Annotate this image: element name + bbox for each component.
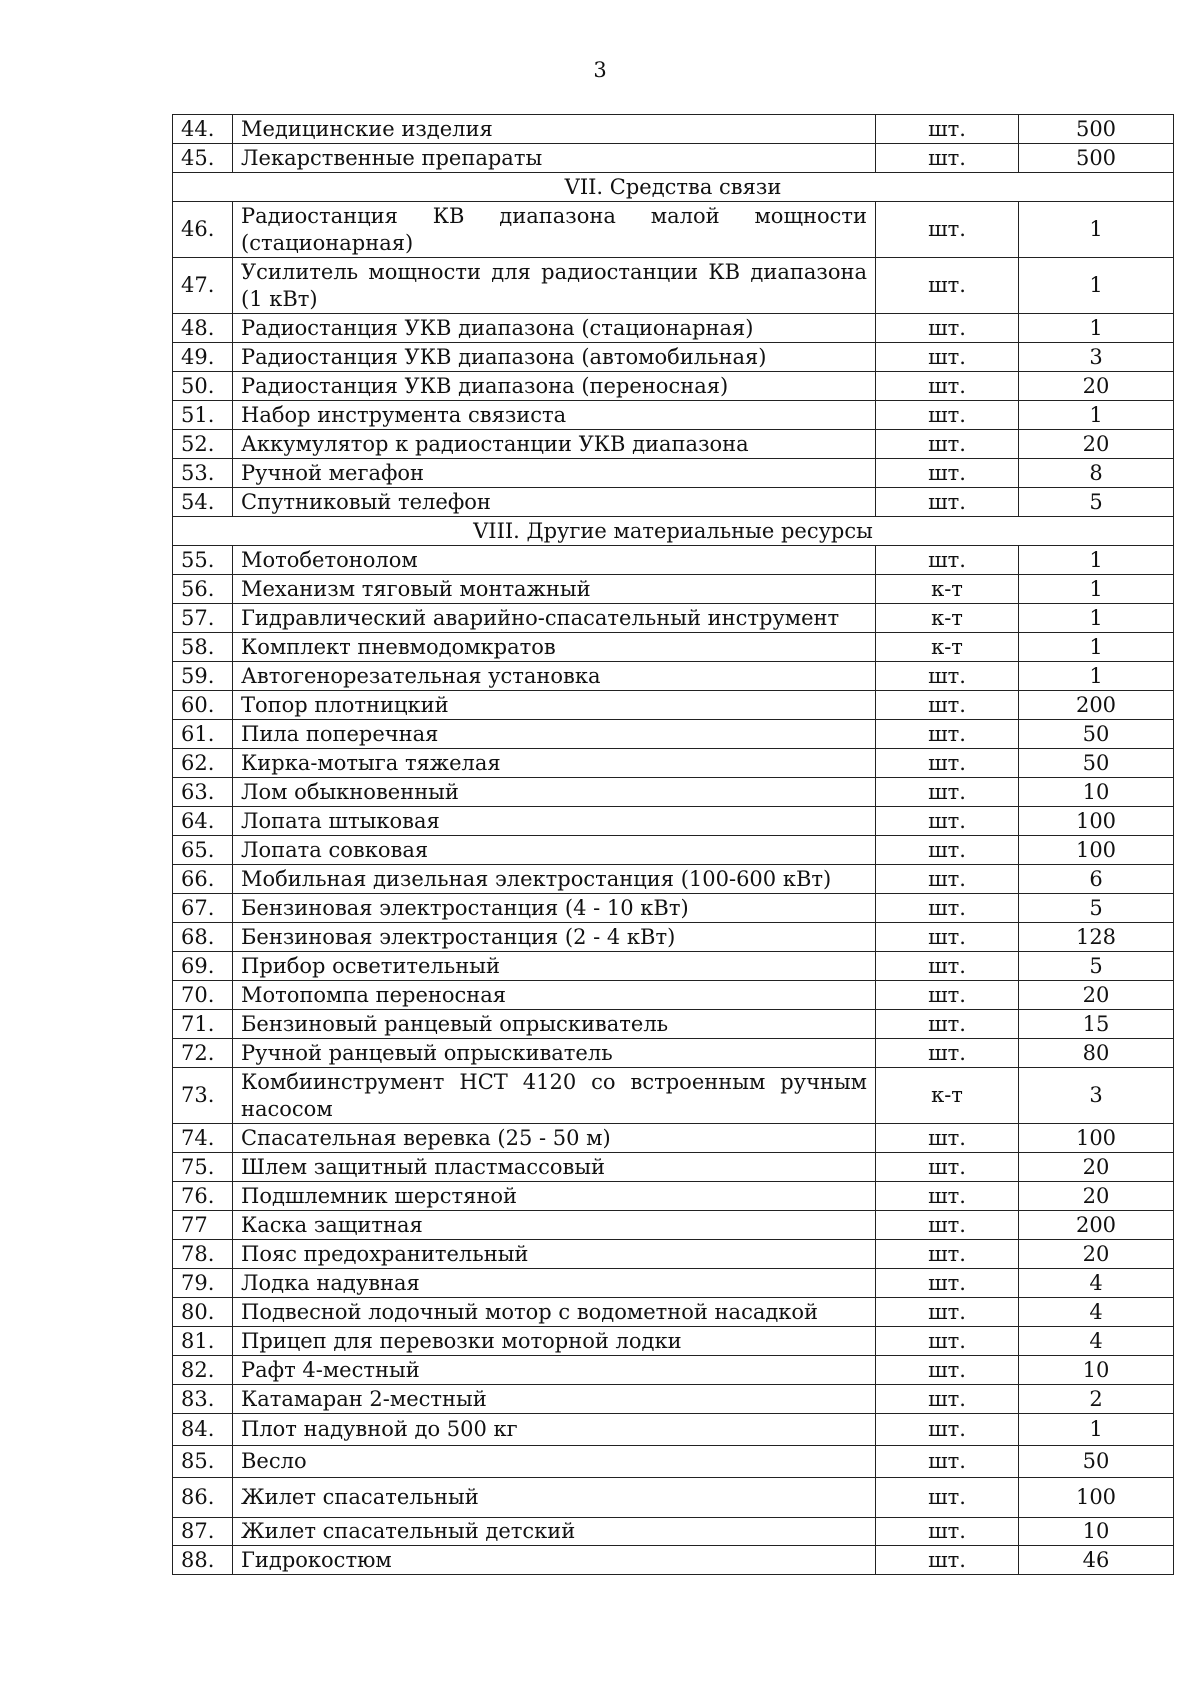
table-row <box>173 1240 1174 1269</box>
unit-cell: к-т <box>876 1068 1019 1124</box>
table-row <box>173 1039 1174 1068</box>
table-row <box>173 1010 1174 1039</box>
quantity-cell: 200 <box>1019 1211 1174 1240</box>
unit-cell: шт. <box>876 1446 1019 1478</box>
table-row <box>173 144 1174 173</box>
quantity-cell: 128 <box>1019 923 1174 952</box>
quantity-cell: 3 <box>1019 1068 1174 1124</box>
item-name-cell: Гидрокостюм <box>233 1546 876 1575</box>
row-number-cell: 52. <box>173 430 233 459</box>
quantity-cell: 4 <box>1019 1269 1174 1298</box>
quantity-cell: 200 <box>1019 691 1174 720</box>
quantity-cell: 500 <box>1019 144 1174 173</box>
item-name-cell: Механизм тяговый монтажный <box>233 575 876 604</box>
table-row <box>173 1153 1174 1182</box>
row-number-cell: 53. <box>173 459 233 488</box>
table-row <box>173 343 1174 372</box>
item-name-cell: Аккумулятор к радиостанции УКВ диапазона <box>233 430 876 459</box>
table-row <box>173 258 1174 314</box>
quantity-cell: 3 <box>1019 343 1174 372</box>
table-row <box>173 865 1174 894</box>
row-number-cell: 60. <box>173 691 233 720</box>
unit-cell: шт. <box>876 720 1019 749</box>
table-row <box>173 1478 1174 1518</box>
unit-cell: шт. <box>876 1039 1019 1068</box>
row-number-cell: 45. <box>173 144 233 173</box>
unit-cell: шт. <box>876 749 1019 778</box>
unit-cell: шт. <box>876 923 1019 952</box>
row-number-cell: 48. <box>173 314 233 343</box>
row-number-cell: 88. <box>173 1546 233 1575</box>
unit-cell: шт. <box>876 952 1019 981</box>
item-name-cell: Мотобетонолом <box>233 546 876 575</box>
unit-cell: к-т <box>876 575 1019 604</box>
unit-cell: шт. <box>876 1240 1019 1269</box>
item-name-cell: Ручной мегафон <box>233 459 876 488</box>
row-number-cell: 47. <box>173 258 233 314</box>
table-row <box>173 546 1174 575</box>
item-name-cell: Кирка-мотыга тяжелая <box>233 749 876 778</box>
quantity-cell: 80 <box>1019 1039 1174 1068</box>
unit-cell: шт. <box>876 1182 1019 1211</box>
unit-cell: шт. <box>876 1518 1019 1546</box>
quantity-cell: 1 <box>1019 401 1174 430</box>
table-row <box>173 1211 1174 1240</box>
row-number-cell: 66. <box>173 865 233 894</box>
table-row <box>173 1518 1174 1546</box>
row-number-cell: 62. <box>173 749 233 778</box>
row-number-cell: 68. <box>173 923 233 952</box>
table-row <box>173 894 1174 923</box>
table-row <box>173 115 1174 144</box>
item-name-cell: Гидравлический аварийно-спасательный инструмент <box>233 604 876 633</box>
table-row <box>173 633 1174 662</box>
unit-cell: шт. <box>876 1010 1019 1039</box>
inventory-table <box>172 114 1174 1575</box>
unit-cell: шт. <box>876 314 1019 343</box>
row-number-cell: 59. <box>173 662 233 691</box>
quantity-cell: 4 <box>1019 1327 1174 1356</box>
item-name-cell: Шлем защитный пластмассовый <box>233 1153 876 1182</box>
row-number-cell: 82. <box>173 1356 233 1385</box>
quantity-cell: 1 <box>1019 1414 1174 1446</box>
row-number-cell: 72. <box>173 1039 233 1068</box>
row-number-cell: 86. <box>173 1478 233 1518</box>
unit-cell: шт. <box>876 343 1019 372</box>
unit-cell: шт. <box>876 144 1019 173</box>
row-number-cell: 50. <box>173 372 233 401</box>
section-title: VII. Средства связи <box>173 173 1174 202</box>
unit-cell: шт. <box>876 1414 1019 1446</box>
quantity-cell: 500 <box>1019 115 1174 144</box>
table-row <box>173 314 1174 343</box>
item-name-cell: Плот надувной до 500 кг <box>233 1414 876 1446</box>
unit-cell: шт. <box>876 1478 1019 1518</box>
row-number-cell: 75. <box>173 1153 233 1182</box>
row-number-cell: 56. <box>173 575 233 604</box>
quantity-cell: 5 <box>1019 952 1174 981</box>
row-number-cell: 64. <box>173 807 233 836</box>
quantity-cell: 4 <box>1019 1298 1174 1327</box>
quantity-cell: 1 <box>1019 662 1174 691</box>
quantity-cell: 5 <box>1019 894 1174 923</box>
item-name-cell: Набор инструмента связиста <box>233 401 876 430</box>
item-name-cell: Радиостанция КВ диапазона малой мощности (стационарная) <box>233 202 876 258</box>
table-row <box>173 1182 1174 1211</box>
table-row <box>173 749 1174 778</box>
unit-cell: шт. <box>876 981 1019 1010</box>
row-number-cell: 77 <box>173 1211 233 1240</box>
section-header-row <box>173 173 1174 202</box>
table-row <box>173 1124 1174 1153</box>
row-number-cell: 78. <box>173 1240 233 1269</box>
unit-cell: шт. <box>876 1211 1019 1240</box>
table-row <box>173 1269 1174 1298</box>
quantity-cell: 15 <box>1019 1010 1174 1039</box>
row-number-cell: 71. <box>173 1010 233 1039</box>
unit-cell: шт. <box>876 202 1019 258</box>
unit-cell: шт. <box>876 1356 1019 1385</box>
page-number: 3 <box>593 58 607 82</box>
item-name-cell: Лопата штыковая <box>233 807 876 836</box>
quantity-cell: 5 <box>1019 488 1174 517</box>
item-name-cell: Весло <box>233 1446 876 1478</box>
section-title: VIII. Другие материальные ресурсы <box>173 517 1174 546</box>
quantity-cell: 50 <box>1019 1446 1174 1478</box>
row-number-cell: 79. <box>173 1269 233 1298</box>
quantity-cell: 6 <box>1019 865 1174 894</box>
table-row <box>173 662 1174 691</box>
unit-cell: шт. <box>876 1298 1019 1327</box>
item-name-cell: Медицинские изделия <box>233 115 876 144</box>
quantity-cell: 1 <box>1019 258 1174 314</box>
item-name-cell: Катамаран 2-местный <box>233 1385 876 1414</box>
row-number-cell: 74. <box>173 1124 233 1153</box>
quantity-cell: 100 <box>1019 1124 1174 1153</box>
unit-cell: шт. <box>876 258 1019 314</box>
quantity-cell: 8 <box>1019 459 1174 488</box>
row-number-cell: 65. <box>173 836 233 865</box>
quantity-cell: 100 <box>1019 1478 1174 1518</box>
row-number-cell: 57. <box>173 604 233 633</box>
table-row <box>173 836 1174 865</box>
item-name-cell: Комплект пневмодомкратов <box>233 633 876 662</box>
item-name-cell: Автогенорезательная установка <box>233 662 876 691</box>
row-number-cell: 46. <box>173 202 233 258</box>
table-row <box>173 1298 1174 1327</box>
item-name-cell: Комбиинструмент НСТ 4120 со встроенным ручным насосом <box>233 1068 876 1124</box>
item-name-cell: Рафт 4-местный <box>233 1356 876 1385</box>
quantity-cell: 100 <box>1019 807 1174 836</box>
row-number-cell: 51. <box>173 401 233 430</box>
table-row <box>173 691 1174 720</box>
item-name-cell: Подвесной лодочный мотор с водометной насадкой <box>233 1298 876 1327</box>
table-row <box>173 430 1174 459</box>
quantity-cell: 10 <box>1019 778 1174 807</box>
item-name-cell: Ручной ранцевый опрыскиватель <box>233 1039 876 1068</box>
unit-cell: шт. <box>876 1385 1019 1414</box>
unit-cell: шт. <box>876 894 1019 923</box>
quantity-cell: 1 <box>1019 575 1174 604</box>
item-name-cell: Жилет спасательный детский <box>233 1518 876 1546</box>
unit-cell: шт. <box>876 1153 1019 1182</box>
unit-cell: шт. <box>876 401 1019 430</box>
item-name-cell: Лом обыкновенный <box>233 778 876 807</box>
unit-cell: шт. <box>876 1124 1019 1153</box>
row-number-cell: 63. <box>173 778 233 807</box>
table-row <box>173 778 1174 807</box>
unit-cell: шт. <box>876 546 1019 575</box>
unit-cell: шт. <box>876 1327 1019 1356</box>
row-number-cell: 49. <box>173 343 233 372</box>
item-name-cell: Бензиновая электростанция (4 - 10 кВт) <box>233 894 876 923</box>
row-number-cell: 87. <box>173 1518 233 1546</box>
table-row <box>173 459 1174 488</box>
item-name-cell: Мобильная дизельная электростанция (100-600 кВт) <box>233 865 876 894</box>
row-number-cell: 44. <box>173 115 233 144</box>
table-row <box>173 807 1174 836</box>
table-row <box>173 488 1174 517</box>
quantity-cell: 20 <box>1019 1182 1174 1211</box>
row-number-cell: 54. <box>173 488 233 517</box>
quantity-cell: 20 <box>1019 981 1174 1010</box>
row-number-cell: 55. <box>173 546 233 575</box>
unit-cell: шт. <box>876 372 1019 401</box>
row-number-cell: 70. <box>173 981 233 1010</box>
quantity-cell: 20 <box>1019 1153 1174 1182</box>
inventory-table-body <box>173 115 1174 1575</box>
item-name-cell: Радиостанция УКВ диапазона (автомобильная) <box>233 343 876 372</box>
table-row <box>173 575 1174 604</box>
table-row <box>173 952 1174 981</box>
quantity-cell: 20 <box>1019 430 1174 459</box>
table-row <box>173 1546 1174 1575</box>
table-row <box>173 202 1174 258</box>
unit-cell: шт. <box>876 1546 1019 1575</box>
unit-cell: шт. <box>876 691 1019 720</box>
item-name-cell: Прибор осветительный <box>233 952 876 981</box>
item-name-cell: Радиостанция УКВ диапазона (стационарная) <box>233 314 876 343</box>
table-row <box>173 923 1174 952</box>
item-name-cell: Спасательная веревка (25 - 50 м) <box>233 1124 876 1153</box>
quantity-cell: 20 <box>1019 1240 1174 1269</box>
quantity-cell: 1 <box>1019 604 1174 633</box>
row-number-cell: 67. <box>173 894 233 923</box>
item-name-cell: Бензиновая электростанция (2 - 4 кВт) <box>233 923 876 952</box>
unit-cell: к-т <box>876 633 1019 662</box>
unit-cell: шт. <box>876 807 1019 836</box>
item-name-cell: Топор плотницкий <box>233 691 876 720</box>
item-name-cell: Пояс предохранительный <box>233 1240 876 1269</box>
quantity-cell: 1 <box>1019 546 1174 575</box>
item-name-cell: Усилитель мощности для радиостанции КВ диапазона (1 кВт) <box>233 258 876 314</box>
unit-cell: шт. <box>876 1269 1019 1298</box>
item-name-cell: Лодка надувная <box>233 1269 876 1298</box>
row-number-cell: 73. <box>173 1068 233 1124</box>
table-row <box>173 1356 1174 1385</box>
item-name-cell: Лопата совковая <box>233 836 876 865</box>
quantity-cell: 50 <box>1019 749 1174 778</box>
quantity-cell: 1 <box>1019 633 1174 662</box>
row-number-cell: 58. <box>173 633 233 662</box>
unit-cell: шт. <box>876 778 1019 807</box>
item-name-cell: Каска защитная <box>233 1211 876 1240</box>
unit-cell: к-т <box>876 604 1019 633</box>
table-row <box>173 1385 1174 1414</box>
quantity-cell: 1 <box>1019 314 1174 343</box>
quantity-cell: 2 <box>1019 1385 1174 1414</box>
quantity-cell: 50 <box>1019 720 1174 749</box>
row-number-cell: 84. <box>173 1414 233 1446</box>
item-name-cell: Подшлемник шерстяной <box>233 1182 876 1211</box>
row-number-cell: 81. <box>173 1327 233 1356</box>
table-row <box>173 1446 1174 1478</box>
unit-cell: шт. <box>876 115 1019 144</box>
item-name-cell: Лекарственные препараты <box>233 144 876 173</box>
unit-cell: шт. <box>876 488 1019 517</box>
unit-cell: шт. <box>876 430 1019 459</box>
quantity-cell: 10 <box>1019 1356 1174 1385</box>
row-number-cell: 85. <box>173 1446 233 1478</box>
row-number-cell: 76. <box>173 1182 233 1211</box>
table-row <box>173 372 1174 401</box>
item-name-cell: Радиостанция УКВ диапазона (переносная) <box>233 372 876 401</box>
item-name-cell: Прицеп для перевозки моторной лодки <box>233 1327 876 1356</box>
unit-cell: шт. <box>876 836 1019 865</box>
item-name-cell: Мотопомпа переносная <box>233 981 876 1010</box>
row-number-cell: 61. <box>173 720 233 749</box>
unit-cell: шт. <box>876 865 1019 894</box>
unit-cell: шт. <box>876 662 1019 691</box>
table-row <box>173 604 1174 633</box>
table-row <box>173 1068 1174 1124</box>
quantity-cell: 10 <box>1019 1518 1174 1546</box>
section-header-row <box>173 517 1174 546</box>
item-name-cell: Пила поперечная <box>233 720 876 749</box>
item-name-cell: Жилет спасательный <box>233 1478 876 1518</box>
table-row <box>173 401 1174 430</box>
quantity-cell: 20 <box>1019 372 1174 401</box>
quantity-cell: 1 <box>1019 202 1174 258</box>
item-name-cell: Спутниковый телефон <box>233 488 876 517</box>
table-row <box>173 981 1174 1010</box>
quantity-cell: 46 <box>1019 1546 1174 1575</box>
row-number-cell: 83. <box>173 1385 233 1414</box>
table-row <box>173 720 1174 749</box>
quantity-cell: 100 <box>1019 836 1174 865</box>
table-row <box>173 1414 1174 1446</box>
row-number-cell: 80. <box>173 1298 233 1327</box>
table-row <box>173 1327 1174 1356</box>
row-number-cell: 69. <box>173 952 233 981</box>
unit-cell: шт. <box>876 459 1019 488</box>
item-name-cell: Бензиновый ранцевый опрыскиватель <box>233 1010 876 1039</box>
